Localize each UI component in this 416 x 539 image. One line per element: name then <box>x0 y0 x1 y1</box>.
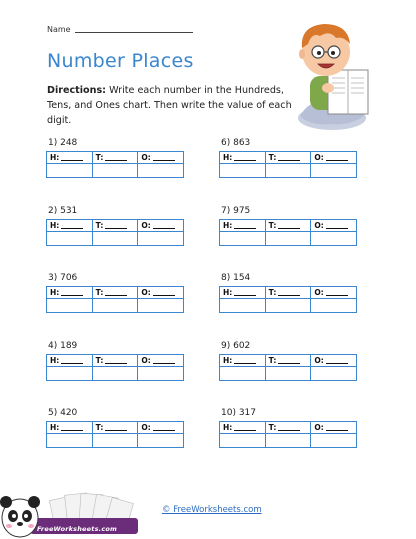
ones-cell[interactable]: O: <box>311 220 357 232</box>
hundreds-value-cell[interactable] <box>47 434 93 448</box>
ones-value-cell[interactable] <box>311 299 357 313</box>
hundreds-cell[interactable]: H: <box>220 422 266 434</box>
hundreds-value-cell[interactable] <box>47 299 93 313</box>
ones-cell[interactable]: O: <box>138 422 184 434</box>
place-value-chart <box>219 286 357 313</box>
ones-cell[interactable]: O: <box>311 152 357 164</box>
ones-cell[interactable]: O: <box>138 287 184 299</box>
boy-reading-illustration-icon <box>290 18 372 132</box>
tens-value-cell[interactable] <box>92 299 138 313</box>
tens-value-cell[interactable] <box>92 232 138 246</box>
problem-1 <box>46 138 184 178</box>
place-value-chart <box>46 286 184 313</box>
name-label: Name <box>47 25 71 34</box>
tens-cell[interactable]: T: <box>265 220 311 232</box>
tens-cell[interactable]: T: <box>265 287 311 299</box>
place-value-chart <box>46 151 184 178</box>
problem-5 <box>46 408 184 448</box>
problem-number: 4) 189 <box>48 341 78 351</box>
directions-label: Directions: <box>47 85 107 96</box>
hundreds-cell[interactable]: H: <box>220 287 266 299</box>
ones-value-cell[interactable] <box>138 164 184 178</box>
hundreds-cell[interactable]: H: <box>220 355 266 367</box>
ones-value-cell[interactable] <box>311 232 357 246</box>
ones-value-cell[interactable] <box>311 434 357 448</box>
tens-value-cell[interactable] <box>92 434 138 448</box>
tens-cell[interactable]: T: <box>265 355 311 367</box>
hundreds-value-cell[interactable] <box>47 232 93 246</box>
ones-value-cell[interactable] <box>138 232 184 246</box>
tens-cell[interactable]: T: <box>92 287 138 299</box>
problem-9 <box>219 341 357 381</box>
ones-cell[interactable]: O: <box>138 355 184 367</box>
hundreds-value-cell[interactable] <box>220 299 266 313</box>
tens-cell[interactable]: T: <box>265 422 311 434</box>
problem-2 <box>46 206 184 246</box>
hundreds-value-cell[interactable] <box>220 232 266 246</box>
tens-cell[interactable]: T: <box>92 355 138 367</box>
directions <box>47 83 292 128</box>
place-value-chart <box>219 219 357 246</box>
hundreds-cell[interactable]: H: <box>47 152 93 164</box>
place-value-chart <box>219 151 357 178</box>
tens-value-cell[interactable] <box>265 164 311 178</box>
ones-value-cell[interactable] <box>138 367 184 381</box>
problem-4 <box>46 341 184 381</box>
logo-text: FreeWorksheets.com <box>37 525 118 533</box>
tens-value-cell[interactable] <box>92 164 138 178</box>
place-value-chart <box>46 421 184 448</box>
tens-value-cell[interactable] <box>265 367 311 381</box>
name-field <box>47 25 193 34</box>
hundreds-cell[interactable]: H: <box>47 355 93 367</box>
hundreds-cell[interactable]: H: <box>220 152 266 164</box>
problem-number: 1) 248 <box>48 138 78 148</box>
problem-6 <box>219 138 357 178</box>
tens-cell[interactable]: T: <box>92 152 138 164</box>
problem-number: 7) 975 <box>221 206 251 216</box>
tens-value-cell[interactable] <box>92 367 138 381</box>
hundreds-value-cell[interactable] <box>47 367 93 381</box>
copyright-link[interactable]: © FreeWorksheets.com <box>162 505 262 515</box>
problem-number: 3) 706 <box>48 273 78 283</box>
hundreds-cell[interactable]: H: <box>47 220 93 232</box>
hundreds-cell[interactable]: H: <box>47 287 93 299</box>
problem-number: 9) 602 <box>221 341 251 351</box>
hundreds-value-cell[interactable] <box>220 367 266 381</box>
problem-number: 8) 154 <box>221 273 251 283</box>
tens-value-cell[interactable] <box>265 299 311 313</box>
hundreds-value-cell[interactable] <box>220 164 266 178</box>
tens-cell[interactable]: T: <box>92 422 138 434</box>
ones-cell[interactable]: O: <box>311 287 357 299</box>
hundreds-value-cell[interactable] <box>47 164 93 178</box>
ones-cell[interactable]: O: <box>311 422 357 434</box>
ones-cell[interactable]: O: <box>138 152 184 164</box>
hundreds-cell[interactable]: H: <box>47 422 93 434</box>
place-value-chart <box>219 421 357 448</box>
place-value-chart <box>46 354 184 381</box>
place-value-chart <box>46 219 184 246</box>
problem-number: 6) 863 <box>221 138 251 148</box>
tens-cell[interactable]: T: <box>265 152 311 164</box>
directions-text: Write each number in the Hundreds, Tens, and Ones chart. Then write the value of each digit. <box>47 85 292 126</box>
problem-10 <box>219 408 357 448</box>
place-value-chart <box>219 354 357 381</box>
problem-number: 5) 420 <box>48 408 78 418</box>
page-title: Number Places <box>47 50 194 72</box>
name-line <box>75 32 193 33</box>
ones-cell[interactable]: O: <box>311 355 357 367</box>
ones-cell[interactable]: O: <box>138 220 184 232</box>
tens-value-cell[interactable] <box>265 232 311 246</box>
hundreds-cell[interactable]: H: <box>220 220 266 232</box>
ones-value-cell[interactable] <box>138 299 184 313</box>
hundreds-value-cell[interactable] <box>220 434 266 448</box>
problem-3 <box>46 273 184 313</box>
problem-number: 10) 317 <box>221 408 257 418</box>
tens-value-cell[interactable] <box>265 434 311 448</box>
ones-value-cell[interactable] <box>138 434 184 448</box>
problem-number: 2) 531 <box>48 206 78 216</box>
ones-value-cell[interactable] <box>311 164 357 178</box>
ones-value-cell[interactable] <box>311 367 357 381</box>
problem-7 <box>219 206 357 246</box>
tens-cell[interactable]: T: <box>92 220 138 232</box>
problem-8 <box>219 273 357 313</box>
